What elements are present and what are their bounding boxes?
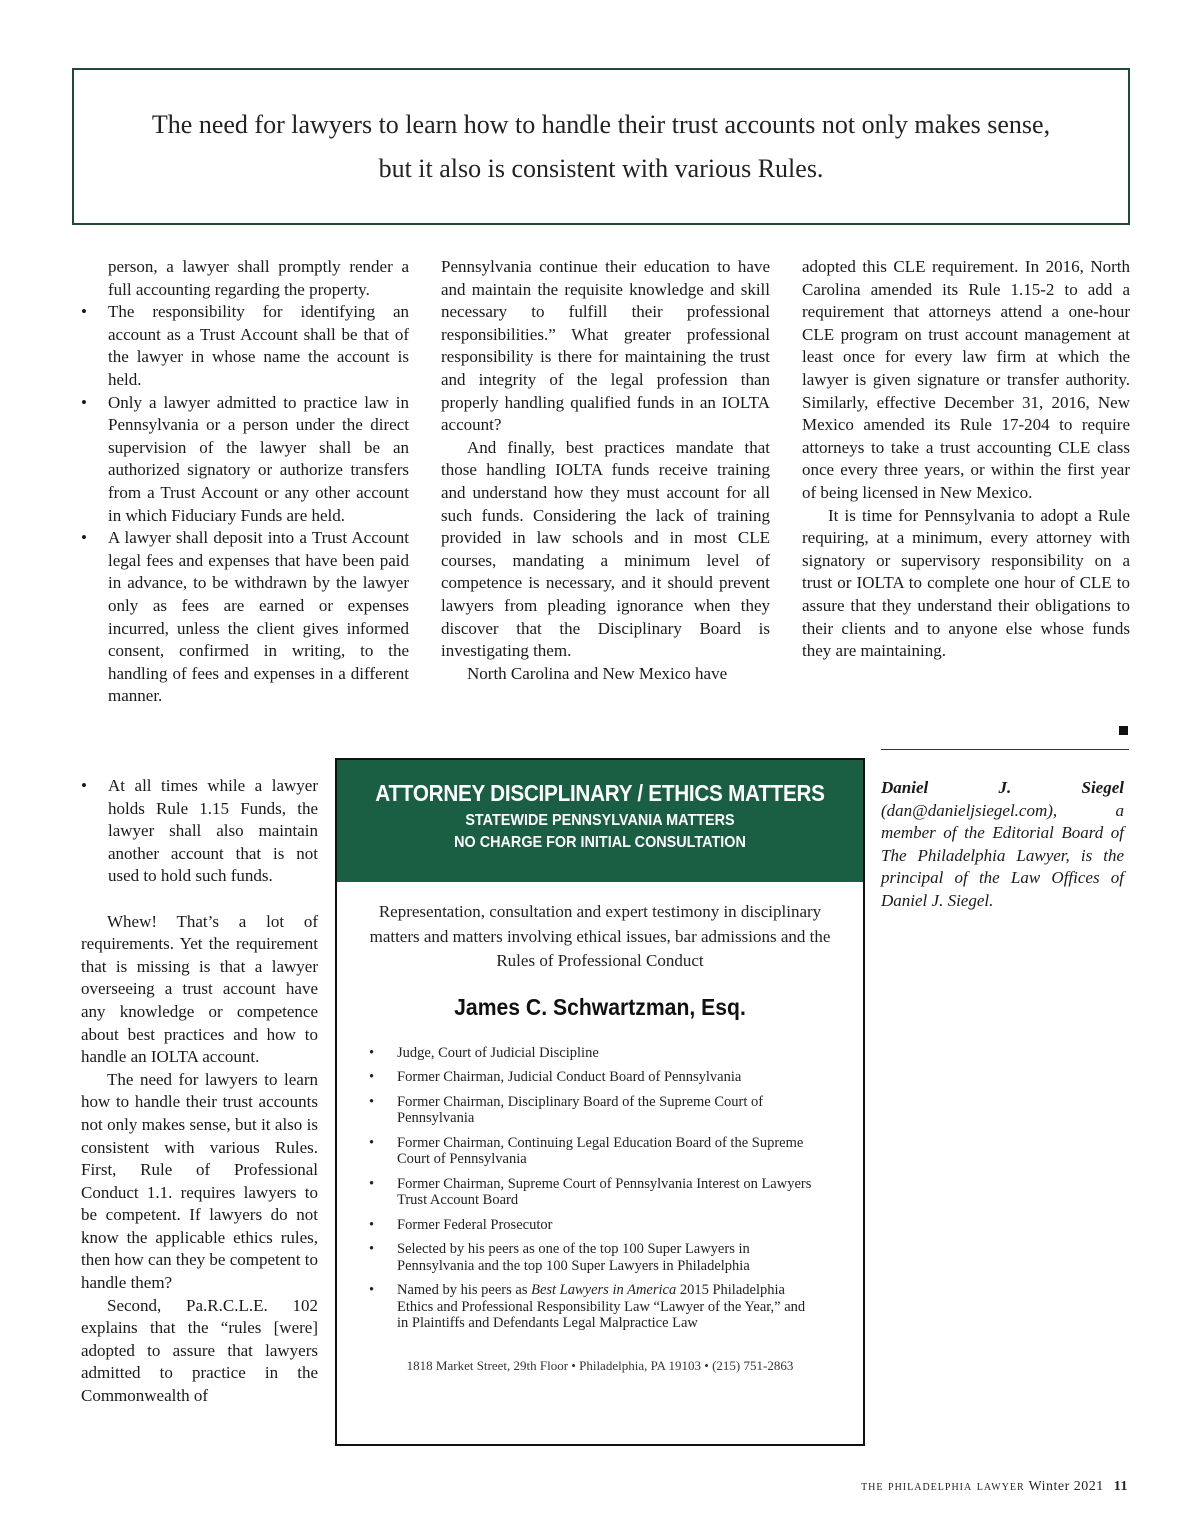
list-item: • Former Federal Prosecutor [369, 1216, 553, 1233]
list-item: • Selected by his peers as one of the top 100 Super Lawyers in Pennsylvania and the top 100 Super Lawyers in Philadelphia [369, 1241, 750, 1274]
ad-description: Representation, consultation and expert testimony in disciplinary matters and matters involving ethical issues, bar admissions and the Rules of Professional Conduct [369, 902, 831, 970]
list-item: • Judge, Court of Judicial Discipline [369, 1044, 599, 1061]
pull-quote-line-1: The need for lawyers to learn how to handle their trust accounts not only makes sense, [151, 109, 1051, 139]
rule-bullet-list-cont [81, 775, 318, 888]
ad-subtitle: STATEWIDE PENNSYLVANIA MATTERS [465, 812, 735, 829]
column-3 [802, 256, 1130, 663]
paragraph: adopted this CLE requirement. In 2016, North Carolina amended its Rule 1.15-2 to add a requirement that attorneys attend a one-hour CLE program on trust account management at least once for every law firm at which the lawyer is given signature or transfer authority. Similarly, effective December 31, 2016, New Mexico amended its Rule 17-204 to require attorneys to take a trust accounting CLE class once every three years, or within the first year of being licensed in New Mexico. [802, 257, 1130, 502]
author-bio-text: (dan@danieljsiegel.com), a member of the Editorial Board of The Philadelphia Lawyer, is the principal of the Law Offices of Daniel J. Siegel. [881, 800, 1124, 910]
end-of-article-mark [1119, 726, 1128, 735]
list-item: • Former Chairman, Disciplinary Board of the Supreme Court of Pennsylvania [369, 1093, 764, 1126]
list-item: • Former Chairman, Judicial Conduct Board of Pennsylvania [369, 1069, 742, 1085]
ad-address: 1818 Market Street, 29th Floor • Philadelphia, PA 19103 • (215) 751-2863 [406, 1357, 794, 1373]
list-item: • A lawyer shall deposit into a Trust Account legal fees and expenses that have been paid in advance, to be withdrawn by the lawyer only as fees are earned or expenses incurred, unless the client gives informed consent, confirmed in writing, to the handling of fees and expenses in a different manner. [81, 528, 409, 706]
ad-attorney-name: James C. Schwartzman, Esq. [454, 993, 746, 1020]
paragraph: It is time for Pennsylvania to adopt a Rule requiring, at a minimum, every attorney with signatory or supervisory responsibility on a trust or IOLTA to complete one hour of CLE to assure that they understand their obligations to their clients and to anyone else whose funds they are maintaining. [802, 505, 1130, 661]
pull-quote-line-2: but it also is consistent with various Rules. [378, 153, 824, 183]
list-item: • Only a lawyer admitted to practice law in Pennsylvania or a person under the direct supervision of the lawyer shall be an authorized signatory or authorize transfers from a Trust Account or any other account in which Fiduciary Funds are held. [81, 392, 409, 525]
paragraph: Whew! That’s a lot of requirements. Yet the requirement that is missing is that a lawyer overseeing a trust account have any knowledge or competence about best practices and how to handle an IOLTA account. [81, 911, 318, 1067]
advertisement [335, 758, 865, 1446]
ad-header [337, 760, 863, 882]
page-footer [861, 1479, 1128, 1495]
author-bio [881, 777, 1124, 913]
column-1-bottom [81, 775, 318, 1408]
continued-text: person, a lawyer shall promptly render a full accounting regarding the property. [108, 257, 409, 299]
ad-title: ATTORNEY DISCIPLINARY / ETHICS MATTERS [375, 780, 825, 806]
paragraph: North Carolina and New Mexico have [467, 663, 728, 683]
author-name: Daniel J. Siegel [881, 778, 1124, 797]
paragraph: And finally, best practices mandate that those handling IOLTA funds receive training and understand how they must account for all such funds. Considering the lack of training provided in law schools and in most CLE courses, mandating a minimum level of competence is necessary, and it should prevent lawyers from pleading ignorance when they discover that the Disciplinary Board is investigating them. [441, 437, 770, 661]
paragraph: The need for lawyers to learn how to handle their trust accounts not only makes sense, but it also is consistent with various Rules. First, Rule of Professional Conduct 1.1. requires lawyers to be competent. If lawyers do not know the applicable ethics rules, then how can they be competent to handle them? [81, 1069, 318, 1293]
column-1-top [81, 256, 409, 708]
rule-bullet-list [81, 301, 409, 708]
ad-credentials-list [337, 1045, 863, 1332]
divider [881, 749, 1129, 750]
list-item: • Former Chairman, Continuing Legal Education Board of the Supreme Court of Pennsylvania [369, 1134, 804, 1167]
list-item: • The responsibility for identifying an account as a Trust Account shall be that of the lawyer in whose name the account is held. [81, 302, 409, 389]
ad-subtitle: NO CHARGE FOR INITIAL CONSULTATION [454, 834, 746, 851]
column-2 [441, 256, 770, 685]
list-item: • Former Chairman, Supreme Court of Pennsylvania Interest on Lawyers Trust Account Board [369, 1175, 812, 1208]
list-item: • At all times while a lawyer holds Rule 1.15 Funds, the lawyer shall also maintain another account that is not used to hold such funds. [81, 776, 318, 886]
publication-name: the philadelphia lawyer [861, 1479, 1025, 1494]
page-number: 11 [1113, 1479, 1128, 1494]
issue-label: Winter 2021 [1028, 1479, 1104, 1494]
list-item: • Named by his peers as Best Lawyers in America 2015 Philadelphia Ethics and Professional Responsibility Law “Lawyer of the Year,” and in Plaintiffs and Defendants Legal Malpractice Law [369, 1282, 806, 1331]
paragraph: Pennsylvania continue their education to have and maintain the requisite knowledge and skill necessary to fulfill their professional responsibilities.” What greater professional responsibility is there for maintaining the trust and integrity of the legal profession than properly handling qualified funds in an IOLTA account? [441, 257, 770, 435]
pull-quote-box [72, 68, 1130, 225]
paragraph: Second, Pa.R.C.L.E. 102 explains that the “rules [were] adopted to assure that lawyers admitted to practice in the Commonwealth of [81, 1295, 318, 1406]
